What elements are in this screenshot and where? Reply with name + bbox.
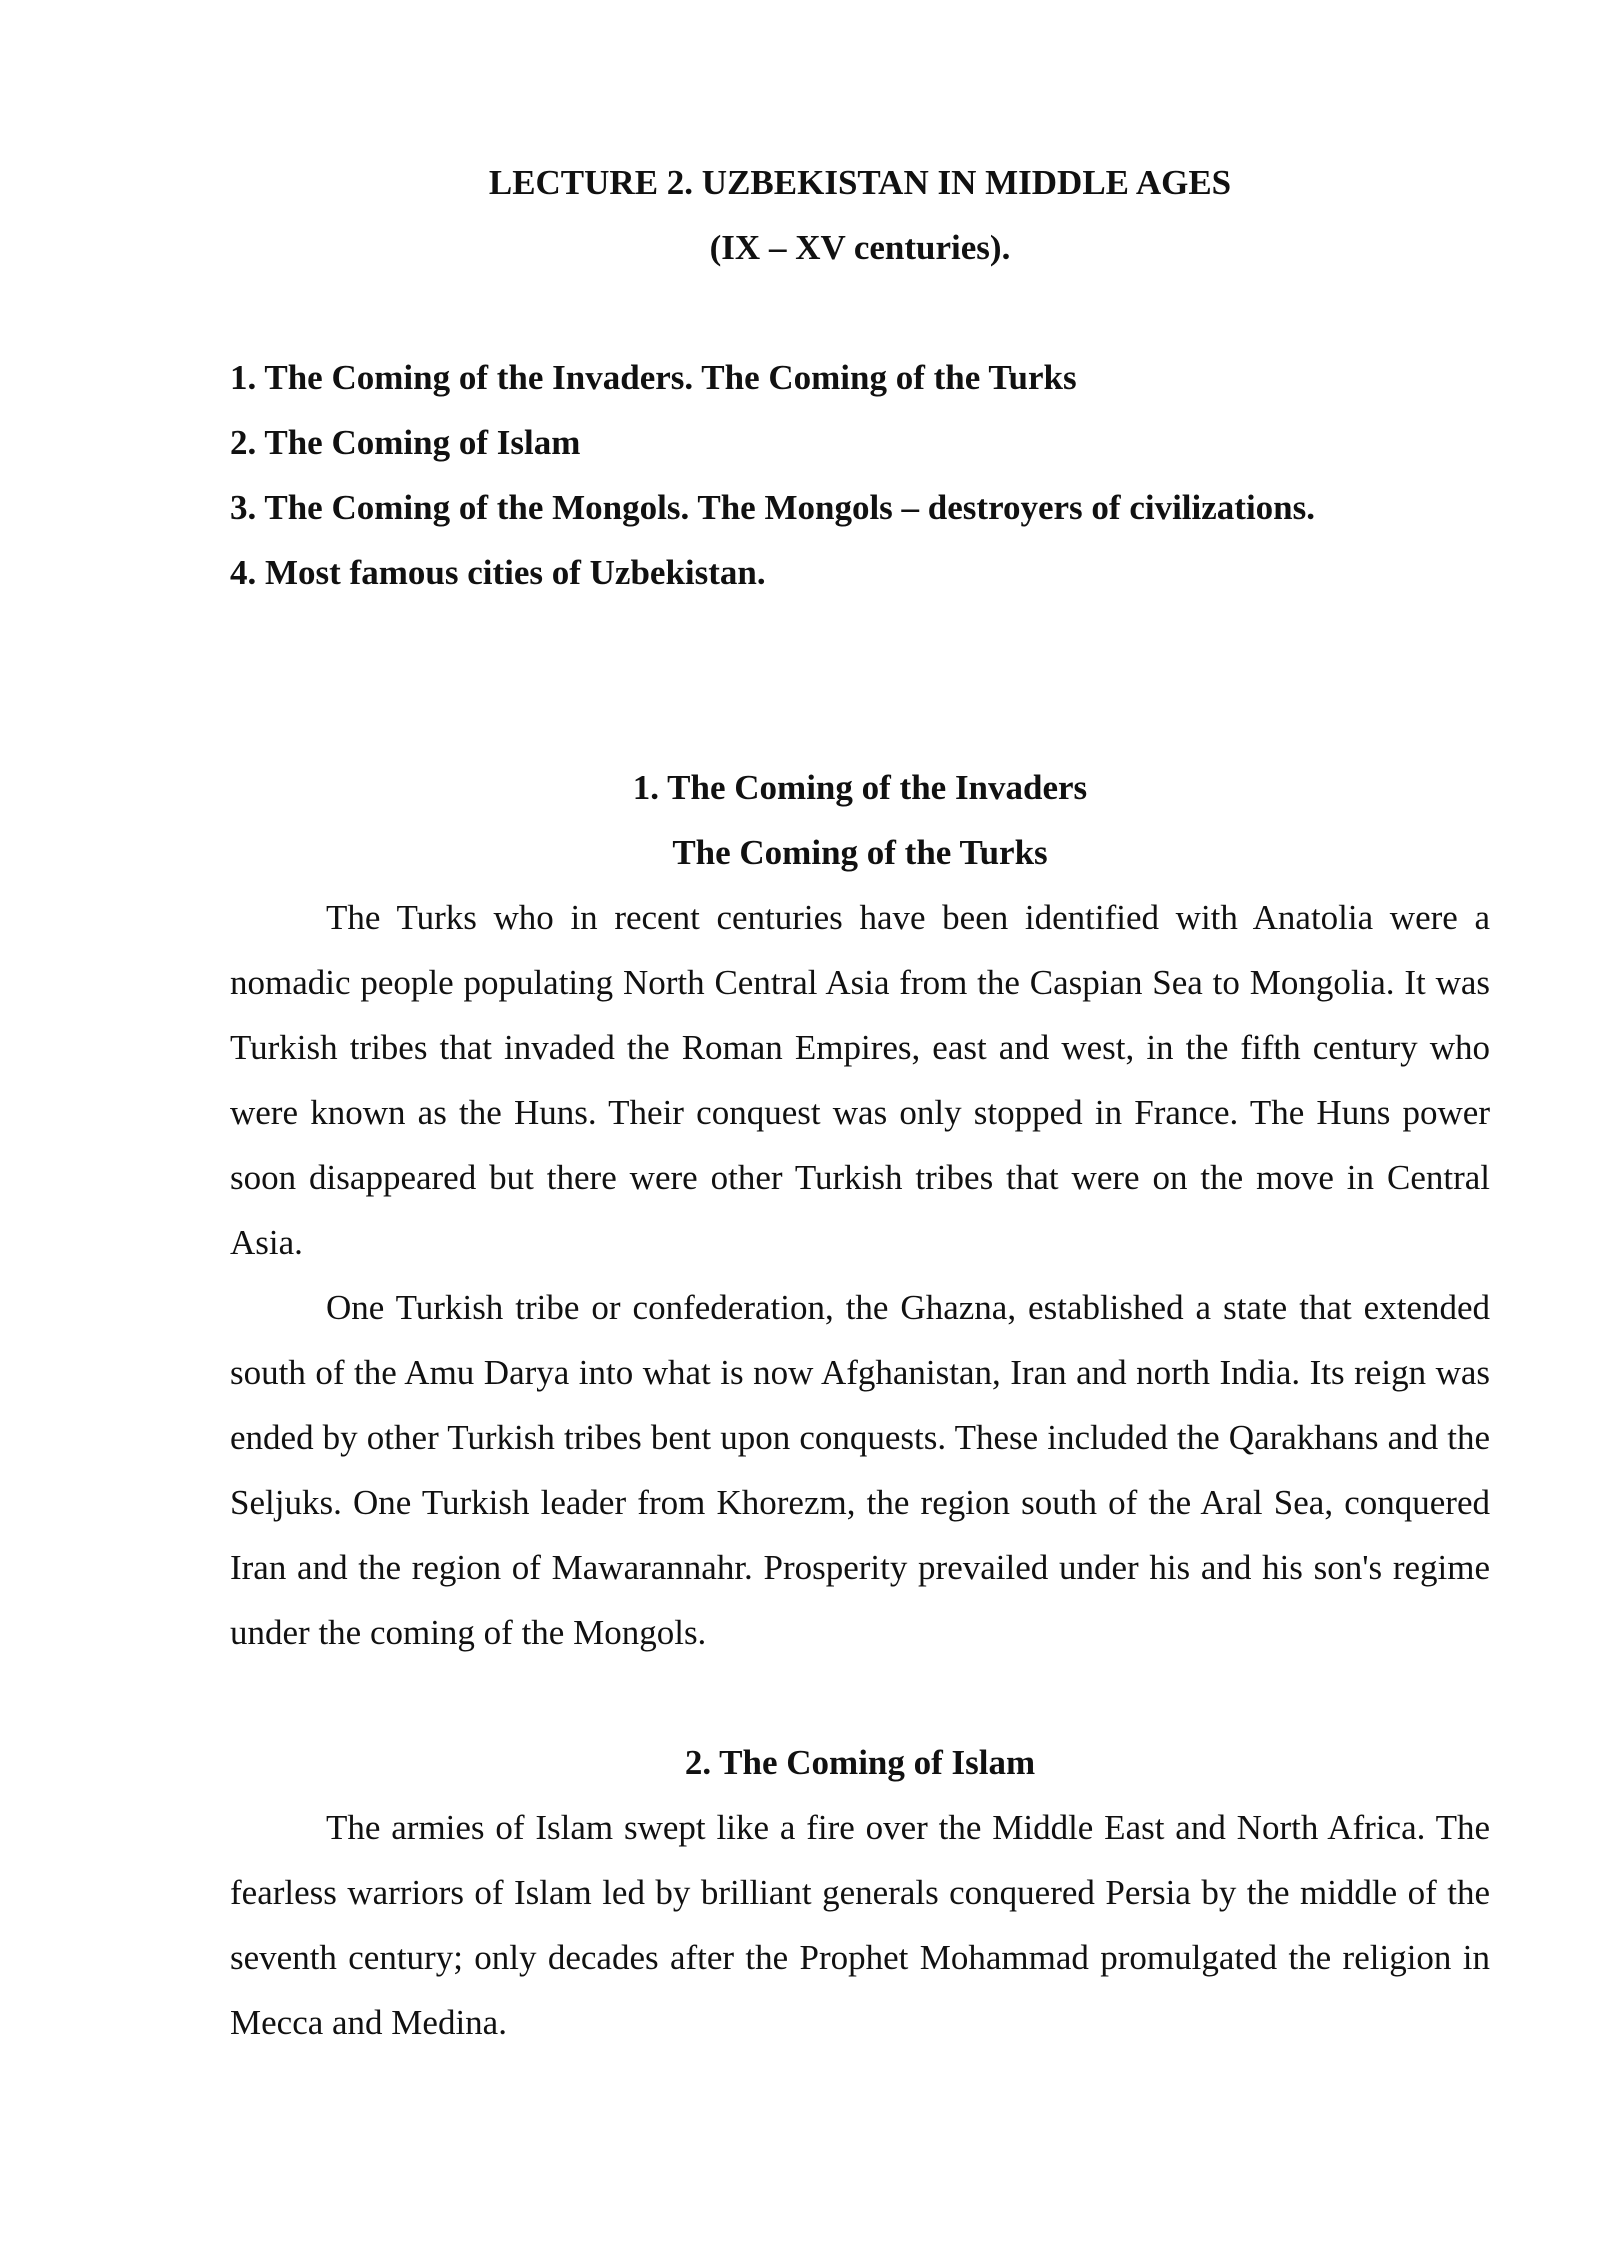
outline-item-2: 2. The Coming of Islam — [230, 423, 581, 462]
section-1-subheading: The Coming of the Turks — [672, 833, 1048, 872]
lecture-title-line1: LECTURE 2. UZBEKISTAN IN MIDDLE AGES — [488, 163, 1232, 202]
lecture-title-line2: (IX – XV centuries). — [709, 228, 1011, 267]
section-2-heading: 2. The Coming of Islam — [684, 1743, 1036, 1782]
section-1-paragraph-2: One Turkish tribe or confederation, the Ghazna, established a state that extended south of the Amu Darya into what is now Afghanistan, Iran and north India. Its reign was ended by other Turkish tribes bent upon conquests. These included the Qarakhans and the Seljuks. One Turkish leader from Khorezm, the region south of the Aral Sea, conquered Iran and the region of Mawarannahr. Prosperity prevailed under his and his son's regime under the coming of the Mongols. — [230, 1288, 1490, 1652]
lecture-title — [230, 150, 1490, 280]
outline-item-1: 1. The Coming of the Invaders. The Coming of the Turks — [230, 358, 1077, 397]
section-2-paragraph-1: The armies of Islam swept like a fire over the Middle East and North Africa. The fearless warriors of Islam led by brilliant generals conquered Persia by the middle of the seventh century; only decades after the Prophet Mohammad promulgated the religion in Mecca and Medina. — [230, 1808, 1490, 2042]
lecture-outline — [230, 345, 1490, 605]
outline-item-4: 4. Most famous cities of Uzbekistan. — [230, 553, 766, 592]
section-1-paragraph-1: The Turks who in recent centuries have been identified with Anatolia were a nomadic people populating North Central Asia from the Caspian Sea to Mongolia. It was Turkish tribes that invaded the Roman Empires, east and west, in the fifth century who were known as the Huns. Their conquest was only stopped in France. The Huns power soon disappeared but there were other Turkish tribes that were on the move in Central Asia. — [230, 898, 1490, 1262]
section-1-heading: 1. The Coming of the Invaders — [632, 768, 1088, 807]
document-page — [230, 150, 1490, 2055]
outline-item-3: 3. The Coming of the Mongols. The Mongols – destroyers of civilizations. — [230, 488, 1315, 527]
